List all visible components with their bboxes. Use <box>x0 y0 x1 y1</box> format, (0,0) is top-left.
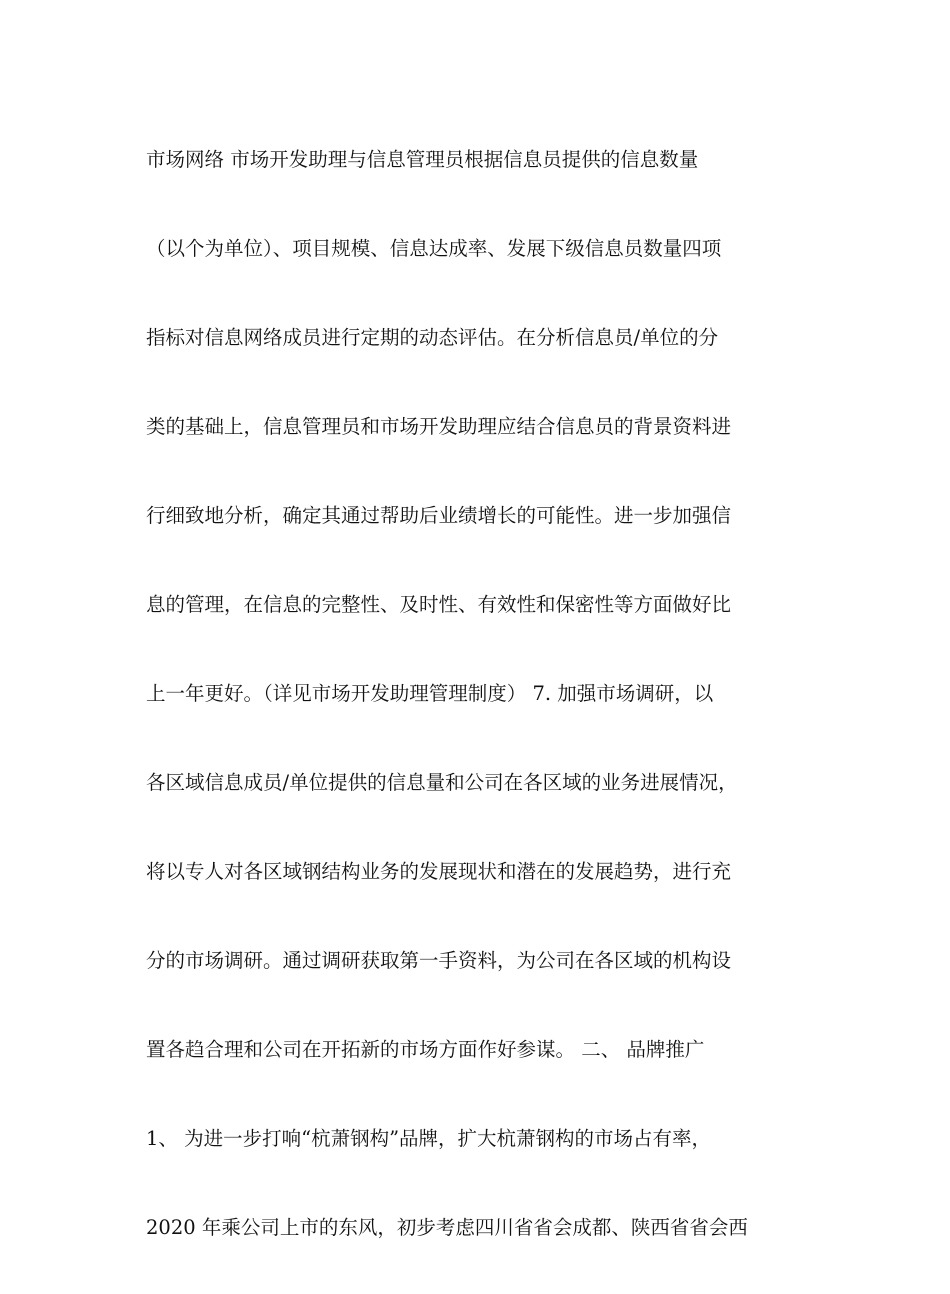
text-line-3: 指标对信息网络成员进行定期的动态评估。在分析信息员/单位的分 <box>146 326 719 349</box>
text-line-8: 各区域信息成员/单位提供的信息量和公司在各区域的业务进展情况， <box>146 771 738 794</box>
text-line-12: 1、 为进一步打响“杭萧钢构”品牌，扩大杭萧钢构的市场占有率， <box>146 1127 712 1150</box>
text-line-13: 2020 年乘公司上市的东风，初步考虑四川省省会成都、陕西省省会西 <box>146 1216 748 1239</box>
document-body <box>146 137 816 1294</box>
text-line-7: 上一年更好。（详见市场开发助理管理制度） 7. 加强市场调研，以 <box>146 682 714 705</box>
text-line-6: 息的管理，在信息的完整性、及时性、有效性和保密性等方面做好比 <box>146 593 732 616</box>
text-line-11: 置各趋合理和公司在开拓新的市场方面作好参谋。 二、 品牌推广 <box>146 1038 705 1061</box>
text-line-4: 类的基础上，信息管理员和市场开发助理应结合信息员的背景资料进 <box>146 415 732 438</box>
text-line-9: 将以专人对各区域钢结构业务的发展现状和潜在的发展趋势，进行充 <box>146 860 732 883</box>
text-line-2: （以个为单位）、项目规模、信息达成率、发展下级信息员数量四项 <box>146 237 722 260</box>
text-line-1: 市场网络 市场开发助理与信息管理员根据信息员提供的信息数量 <box>146 148 699 171</box>
text-line-10: 分的市场调研。通过调研获取第一手资料，为公司在各区域的机构设 <box>146 949 732 972</box>
text-line-5: 行细致地分析，确定其通过帮助后业绩增长的可能性。进一步加强信 <box>146 504 732 527</box>
